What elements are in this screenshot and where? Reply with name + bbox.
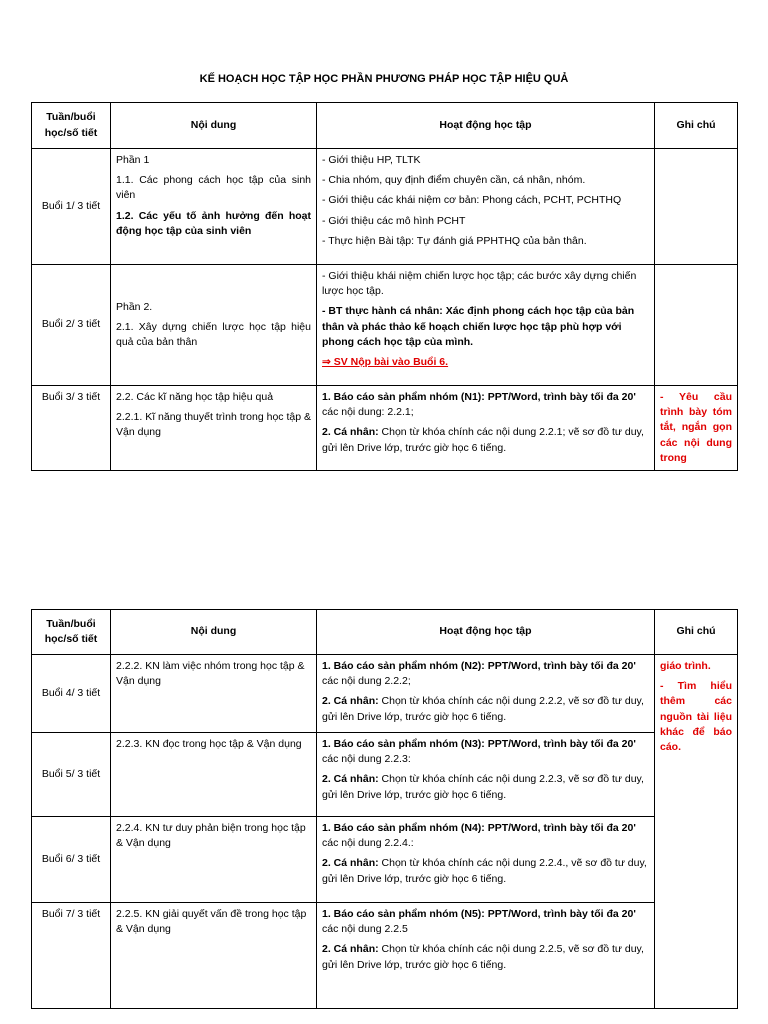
activity-line: - Giới thiệu các mô hình PCHT <box>322 214 466 227</box>
week-cell: Buổi 2/ 3 tiết <box>32 265 111 386</box>
note-line: giáo trình. <box>660 660 711 672</box>
deadline-note: ⇒ SV Nộp bài vào Buổi 6. <box>322 356 449 369</box>
plan-table-2 <box>31 609 738 1009</box>
activity-line: 2. Cá nhân: Chọn từ khóa chính các nội dung 2.2.2, vẽ sơ đồ tư duy, gửi lên Drive lớp, trước giờ học 6 tiếng. <box>322 695 644 723</box>
note-cell <box>655 149 738 265</box>
activity-line: - Chia nhóm, quy định điểm chuyên cần, cá nhân, nhóm. <box>322 174 586 187</box>
activity-line: 2. Cá nhân: Chọn từ khóa chính các nội dung 2.2.4., vẽ sơ đồ tư duy, gửi lên Drive lớp, trước giờ học 6 tiếng. <box>322 857 647 885</box>
header-content: Nội dung <box>111 610 317 655</box>
table-row <box>32 903 738 1009</box>
header-week: Tuần/buổi học/số tiết <box>32 610 111 655</box>
week-cell: Buổi 7/ 3 tiết <box>32 903 111 1009</box>
header-row <box>32 103 738 149</box>
document-title: KẾ HOẠCH HỌC TẬP HỌC PHẦN PHƯƠNG PHÁP HỌC TẬP HIỆU QUẢ <box>199 73 569 85</box>
week-cell: Buổi 4/ 3 tiết <box>32 655 111 733</box>
activity-cell <box>317 655 655 733</box>
activity-cell <box>317 903 655 1009</box>
week-cell: Buổi 1/ 3 tiết <box>32 149 111 265</box>
activity-line: 1. Báo cáo sản phẩm nhóm (N3): PPT/Word, trình bày tối đa 20' các nội dung 2.2.3: <box>322 738 636 766</box>
content-line: 2.2.1. Kĩ năng thuyết trình trong học tập & Vận dụng <box>116 411 311 439</box>
content-cell: 2.2.2. KN làm việc nhóm trong học tập & Vận dụng <box>111 655 317 733</box>
activity-line: 1. Báo cáo sản phẩm nhóm (N5): PPT/Word, trình bày tối đa 20' các nội dung 2.2.5 <box>322 908 636 936</box>
activity-cell <box>317 817 655 903</box>
header-week: Tuần/buổi học/số tiết <box>32 103 111 149</box>
activity-line: 2. Cá nhân: Chọn từ khóa chính các nội dung 2.2.3, vẽ sơ đồ tư duy, gửi lên Drive lớp, trước giờ học 6 tiếng. <box>322 773 644 801</box>
content-line: Phần 1 <box>116 154 150 166</box>
activity-line: - Thực hiện Bài tập: Tự đánh giá PPHTHQ của bản thân. <box>322 234 587 247</box>
activity-cell <box>317 733 655 817</box>
table-row <box>32 817 738 903</box>
activity-line: 1. Báo cáo sản phẩm nhóm (N2): PPT/Word, trình bày tối đa 20' các nội dung 2.2.2; <box>322 660 636 688</box>
activity-line: 1. Báo cáo sản phẩm nhóm (N4): PPT/Word, trình bày tối đa 20' các nội dung 2.2.4.: <box>322 822 636 850</box>
content-cell: 2.2.3. KN đọc trong học tập & Vận dụng <box>111 733 317 817</box>
activity-line: - Giới thiệu HP, TLTK <box>322 154 421 166</box>
note-line: - Tìm hiểu thêm các nguồn tài liệu khác để báo cáo. <box>660 680 732 754</box>
content-line: 2.2. Các kĩ năng học tập hiệu quả <box>116 391 274 403</box>
note-cell <box>655 265 738 386</box>
content-line: 1.1. Các phong cách học tập của sinh viên <box>116 174 311 202</box>
content-cell <box>111 149 317 265</box>
week-cell: Buổi 5/ 3 tiết <box>32 733 111 817</box>
content-cell: 2.2.4. KN tư duy phản biện trong học tập & Vận dụng <box>111 817 317 903</box>
activity-line: - BT thực hành cá nhân: Xác định phong cách học tập của bản thân và phác thảo kế hoạch chiến lược học tập phù hợp với phong cách học tập của mình. <box>322 305 635 348</box>
table-row <box>32 655 738 733</box>
table-row <box>32 149 738 265</box>
table-row <box>32 265 738 386</box>
activity-line: 2. Cá nhân: Chọn từ khóa chính các nội dung 2.2.5, vẽ sơ đồ tư duy, gửi lên Drive lớp, trước giờ học 6 tiếng. <box>322 943 644 971</box>
week-cell: Buổi 3/ 3 tiết <box>32 386 111 471</box>
header-note: Ghi chú <box>655 610 738 655</box>
activity-cell <box>317 265 655 386</box>
content-line: 2.1. Xây dựng chiến lược học tập hiệu quả của bản thân <box>116 320 311 349</box>
header-activity: Hoạt động học tập <box>317 103 655 149</box>
content-cell: 2.2.5. KN giải quyết vấn đề trong học tập & Vận dụng <box>111 903 317 1009</box>
activity-line: 1. Báo cáo sản phẩm nhóm (N1): PPT/Word, trình bày tối đa 20' các nội dung: 2.2.1; <box>322 391 636 419</box>
activity-line: - Giới thiệu các khái niệm cơ bản: Phong cách, PCHT, PCHTHQ <box>322 194 622 207</box>
activity-line: 2. Cá nhân: Chọn từ khóa chính các nội dung 2.2.1; vẽ sơ đồ tư duy, gửi lên Drive lớp, trước giờ học 6 tiếng. <box>322 426 644 454</box>
activity-cell <box>317 149 655 265</box>
plan-table-1 <box>31 102 738 471</box>
content-line: Phần 2. <box>116 300 153 313</box>
header-activity: Hoạt động học tập <box>317 610 655 655</box>
note-cell: - Yêu cầu trình bày tóm tắt, ngắn gọn các nội dung trong <box>655 386 738 471</box>
content-cell <box>111 386 317 471</box>
content-line: 1.2. Các yếu tố ảnh hưởng đến hoạt động học tập của sinh viên <box>116 209 311 237</box>
header-note: Ghi chú <box>655 103 738 149</box>
week-cell: Buổi 6/ 3 tiết <box>32 817 111 903</box>
table-row <box>32 733 738 817</box>
activity-line: - Giới thiệu khái niệm chiến lược học tập; các bước xây dựng chiến lược học tập. <box>322 270 637 298</box>
note-cell <box>655 655 738 1009</box>
table-row <box>32 386 738 471</box>
content-cell <box>111 265 317 386</box>
activity-cell <box>317 386 655 471</box>
header-row <box>32 610 738 655</box>
header-content: Nội dung <box>111 103 317 149</box>
